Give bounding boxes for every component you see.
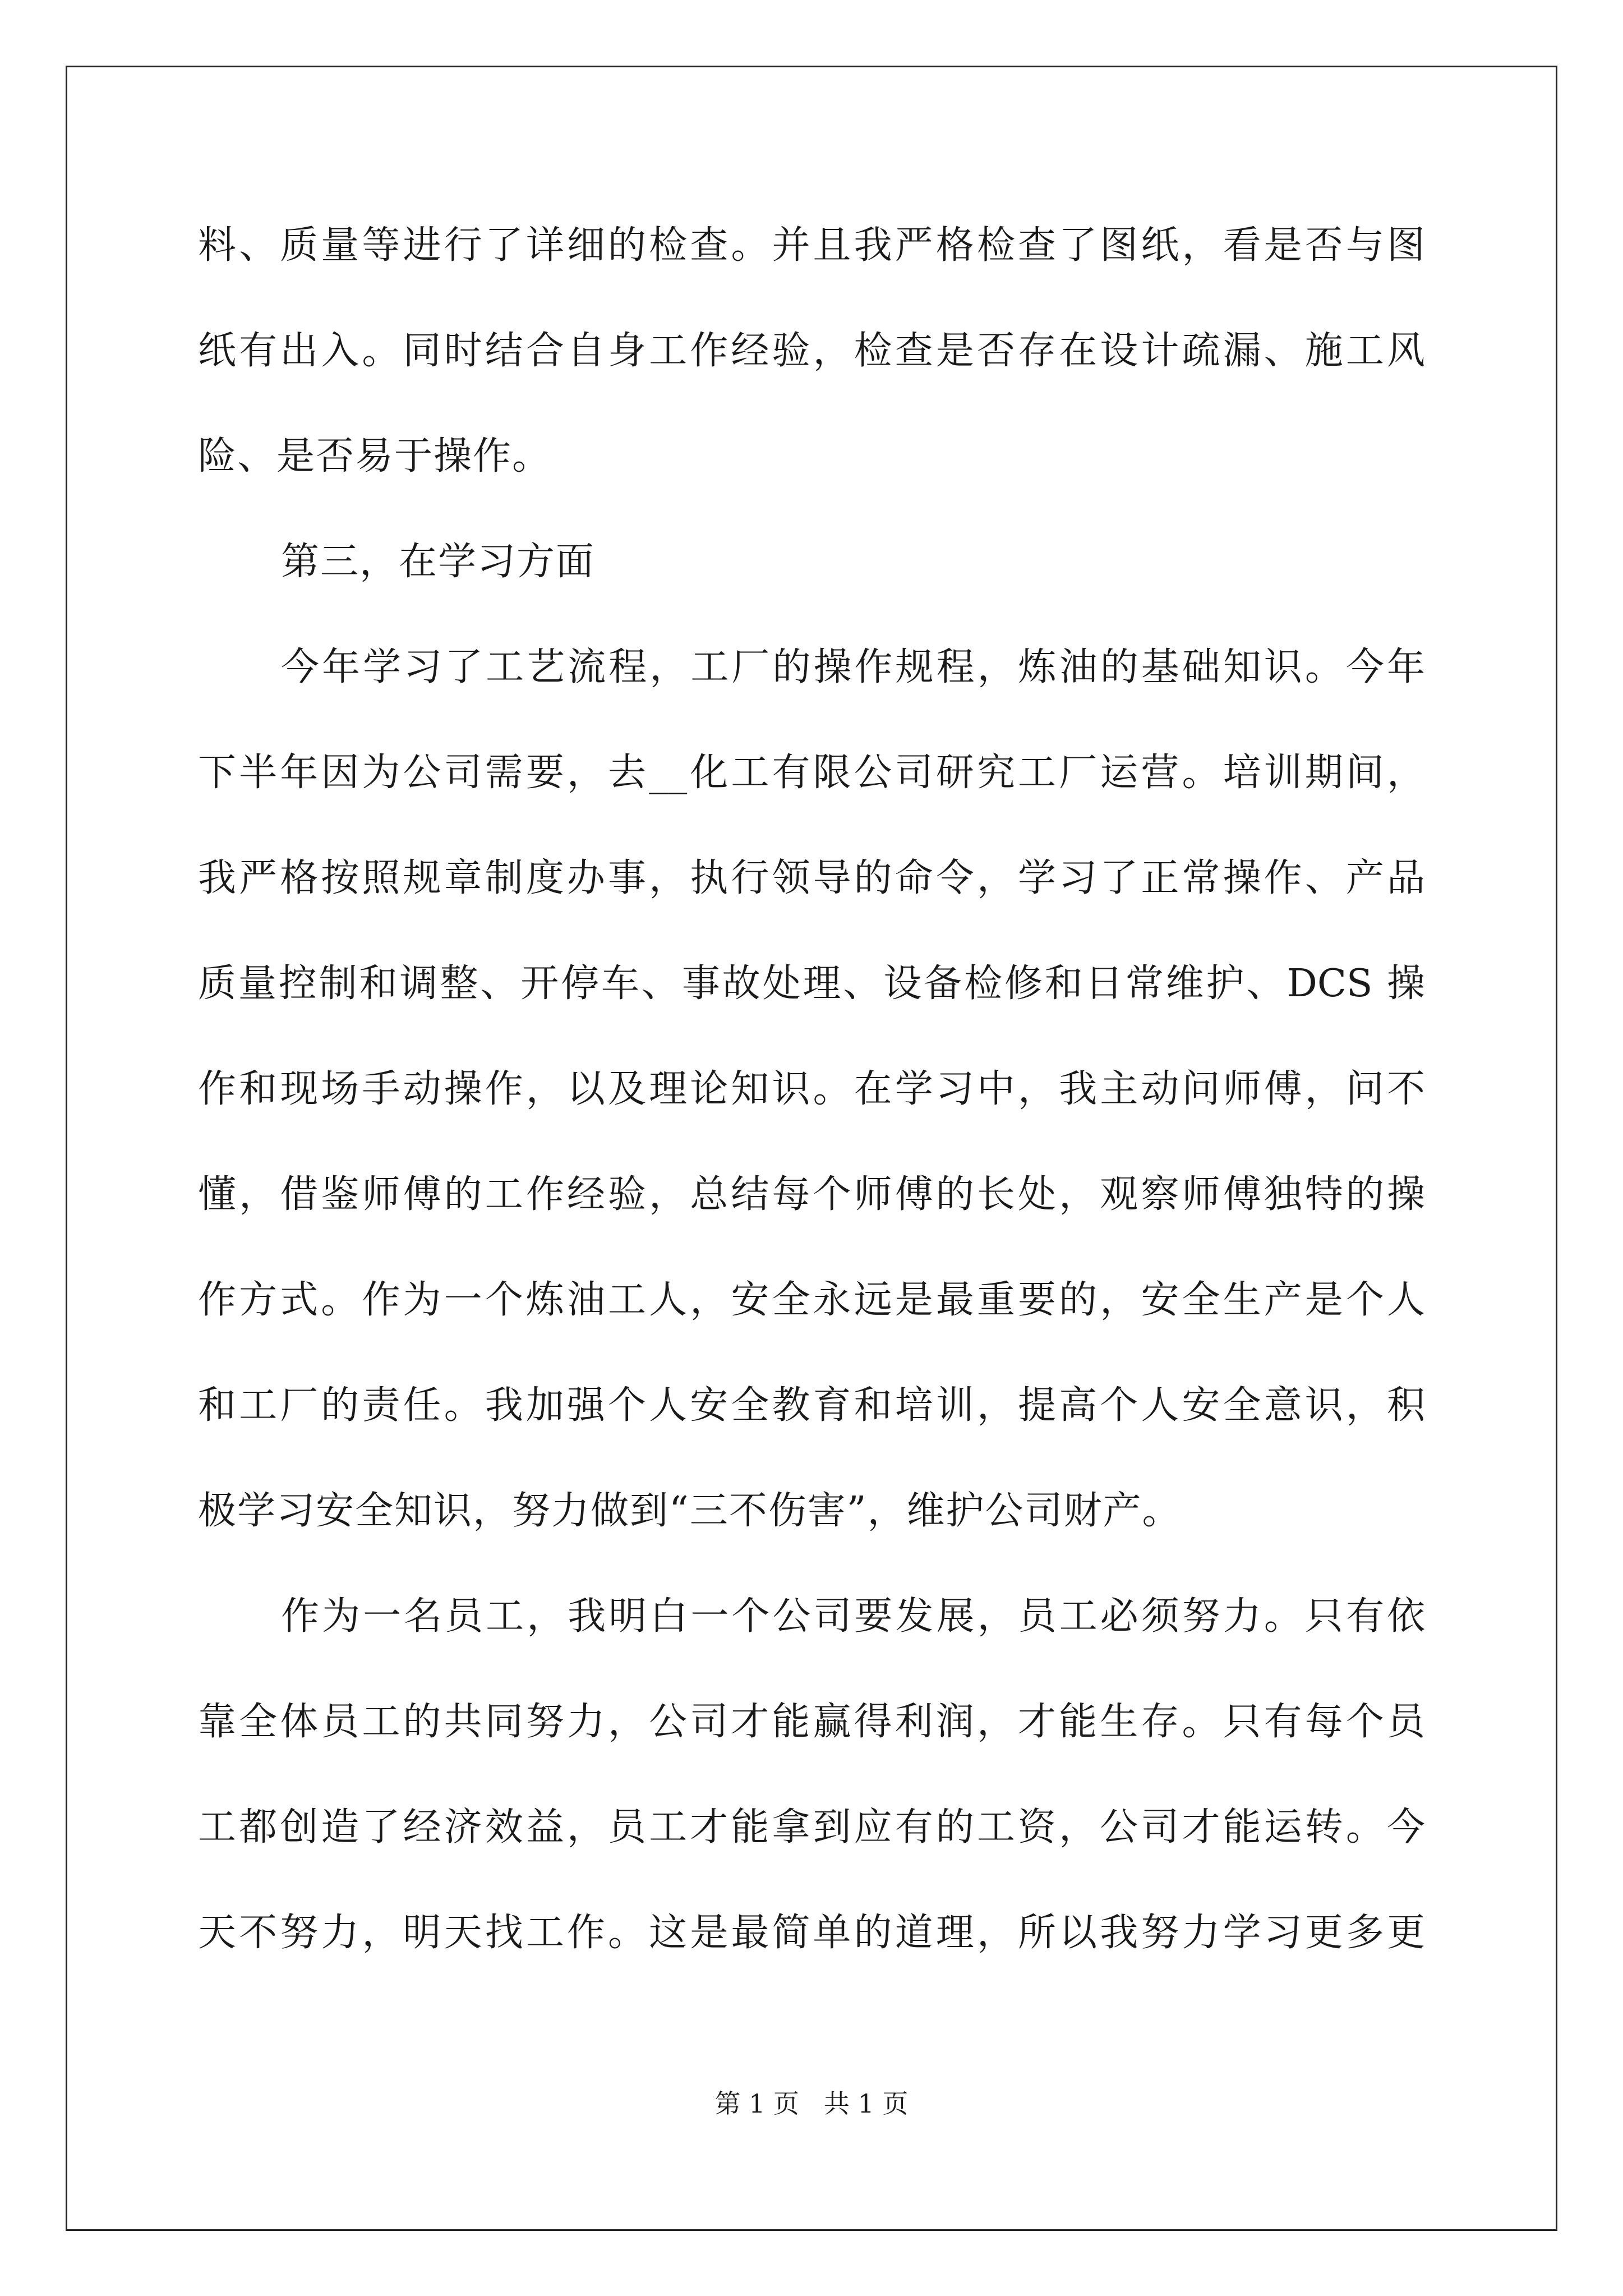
text-line: 天不努力，明天找工作。这是最简单的道理，所以我努力学习更多更 xyxy=(198,1911,1425,1955)
text-line: 料、质量等进行了详细的检查。并且我严格检查了图纸，看是否与图 xyxy=(198,223,1425,268)
text-line: 纸有出入。同时结合自身工作经验，检查是否存在设计疏漏、施工风 xyxy=(198,329,1425,373)
text-line: 下半年因为公司需要，去__化工有限公司研究工厂运营。培训期间， xyxy=(198,751,1425,795)
text-line: 懂，借鉴师傅的工作经验，总结每个师傅的长处，观察师傅独特的操 xyxy=(198,1172,1425,1217)
text-line: 险、是否易于操作。 xyxy=(198,434,552,478)
text-line: 质量控制和调整、开停车、事故处理、设备检修和日常维护、DCS 操 xyxy=(198,961,1425,1006)
text-line: 作方式。作为一个炼油工人，安全永远是最重要的，安全生产是个人 xyxy=(198,1278,1425,1322)
page-number-footer: 第 1 页 共 1 页 xyxy=(714,2088,909,2119)
text-line: 工都创造了经济效益，员工才能拿到应有的工资，公司才能运转。今 xyxy=(198,1805,1425,1849)
text-line: 靠全体员工的共同努力，公司才能赢得利润，才能生存。只有每个员 xyxy=(198,1700,1425,1744)
text-line: 作为一名员工，我明白一个公司要发展，员工必须努力。只有依 xyxy=(281,1594,1425,1639)
text-line: 作和现场手动操作，以及理论知识。在学习中，我主动问师傅，问不 xyxy=(198,1067,1425,1111)
text-line: 我严格按照规章制度办事，执行领导的命令，学习了正常操作、产品 xyxy=(198,856,1425,900)
section-heading: 第三，在学习方面 xyxy=(281,540,596,584)
text-line: 极学习安全知识，努力做到“三不伤害”，维护公司财产。 xyxy=(198,1489,1182,1533)
text-line: 今年学习了工艺流程，工厂的操作规程，炼油的基础知识。今年 xyxy=(281,645,1425,689)
text-line: 和工厂的责任。我加强个人安全教育和培训，提高个人安全意识，积 xyxy=(198,1383,1425,1428)
